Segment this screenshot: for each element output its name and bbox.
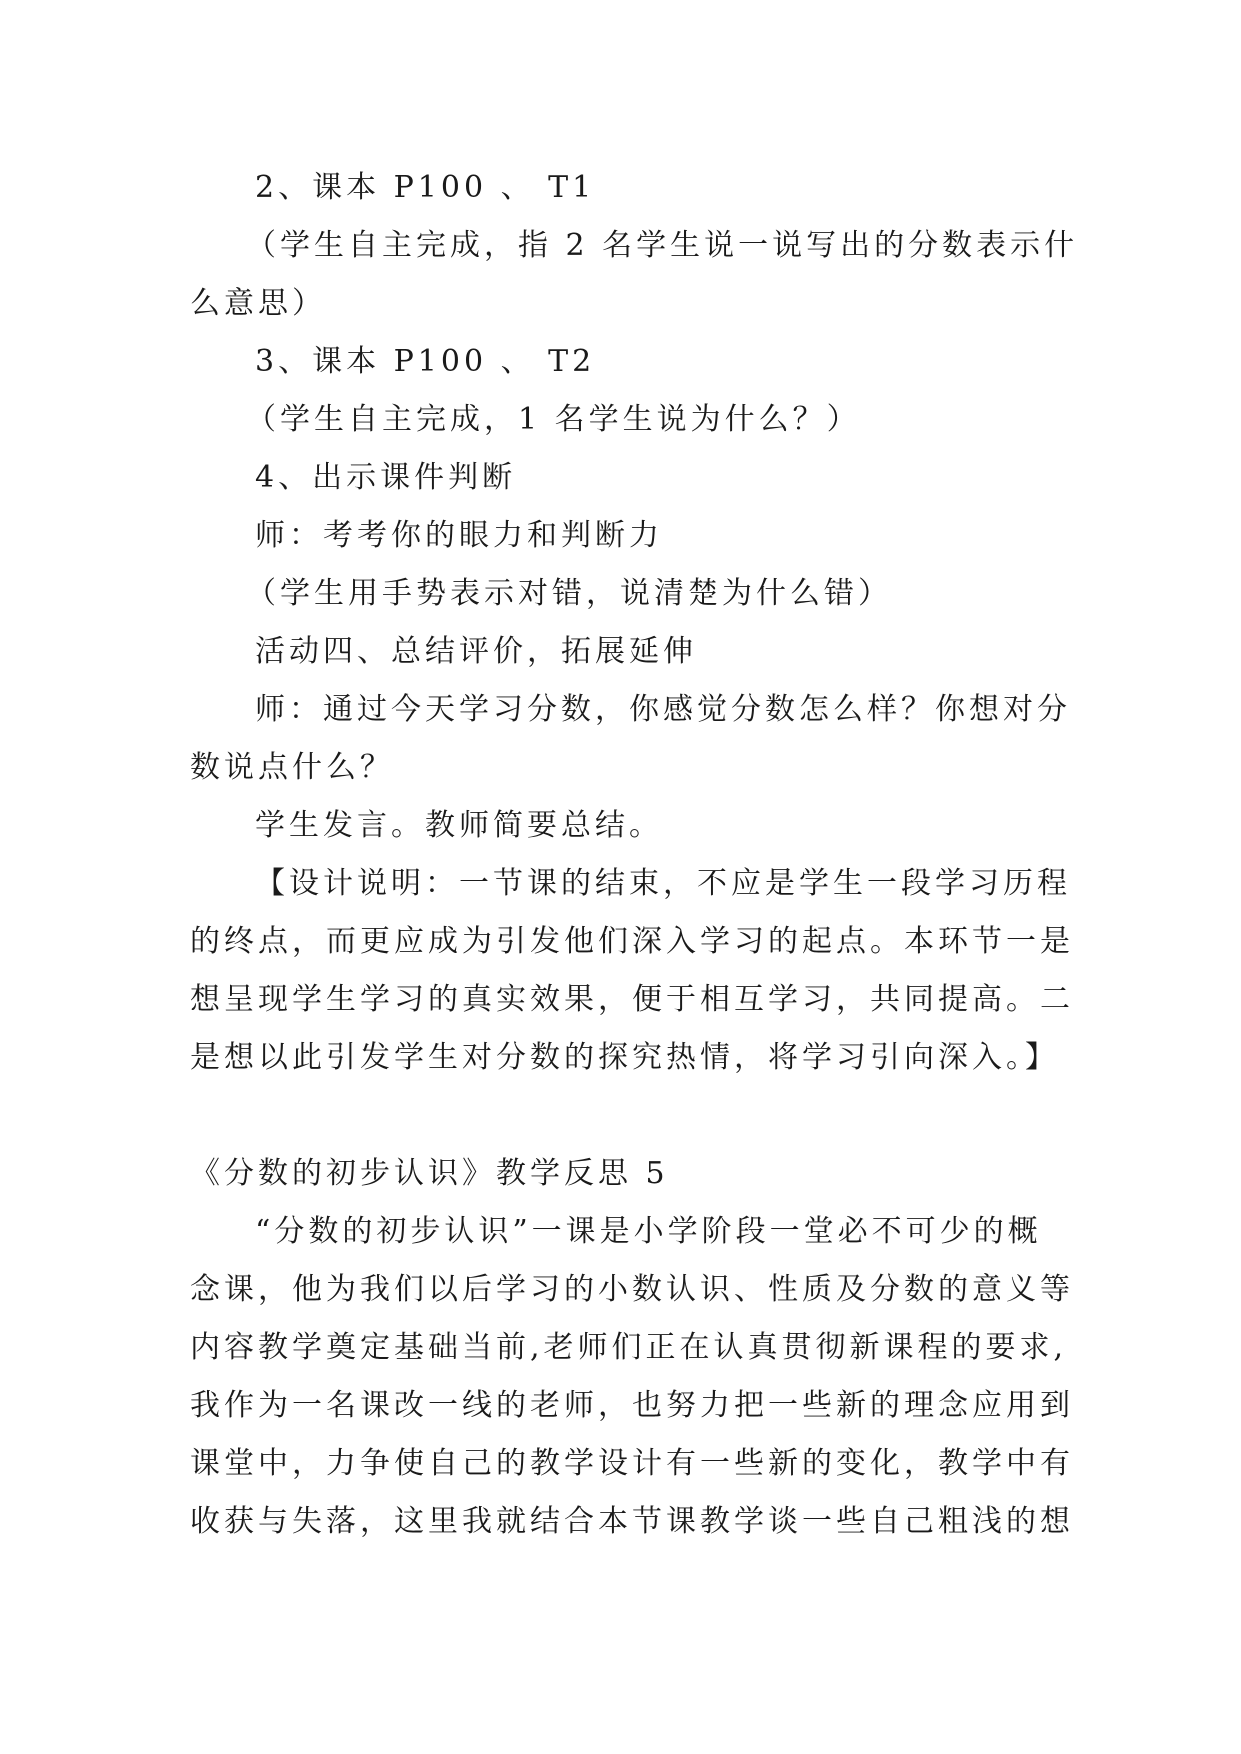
exercise-item-4-note: （学生用手势表示对错，说清楚为什么错） xyxy=(246,576,892,611)
design-note-line-2: 的终点，而更应成为引发他们深入学习的起点。本环节一是 xyxy=(190,924,1074,959)
exercise-item-2-note-line-2: 么意思） xyxy=(190,286,326,321)
reflection-paragraph-line-5: 课堂中，力争使自己的教学设计有一些新的变化，教学中有 xyxy=(190,1446,1074,1481)
reflection-title: 《分数的初步认识》教学反思 5 xyxy=(190,1156,669,1191)
teacher-summary-line-1: 师：通过今天学习分数，你感觉分数怎么样？你想对分 xyxy=(255,692,1071,727)
reflection-paragraph-line-2: 念课，他为我们以后学习的小数认识、性质及分数的意义等 xyxy=(190,1272,1074,1307)
reflection-paragraph-line-3: 内容教学奠定基础当前,老师们正在认真贯彻新课程的要求, xyxy=(190,1330,1068,1365)
activity-4-heading: 活动四、总结评价，拓展延伸 xyxy=(255,634,697,669)
design-note-line-1: 【设计说明：一节课的结束，不应是学生一段学习历程 xyxy=(255,866,1071,901)
design-note-line-3: 想呈现学生学习的真实效果，便于相互学习，共同提高。二 xyxy=(190,982,1074,1017)
exercise-item-3-note: （学生自主完成，1 名学生说为什么？） xyxy=(246,402,861,437)
teacher-summary-line-2: 数说点什么？ xyxy=(190,750,394,785)
teacher-line-eyesight: 师：考考你的眼力和判断力 xyxy=(255,518,663,553)
design-note-line-4: 是想以此引发学生对分数的探究热情，将学习引向深入。】 xyxy=(190,1040,1059,1075)
reflection-paragraph-line-4: 我作为一名课改一线的老师，也努力把一些新的理念应用到 xyxy=(190,1388,1074,1423)
exercise-item-2: 2、课本 P100 、 T1 xyxy=(255,170,596,205)
reflection-paragraph-line-1: “分数的初步认识”一课是小学阶段一堂必不可少的概 xyxy=(255,1214,1042,1249)
exercise-item-3: 3、课本 P100 、 T2 xyxy=(255,344,596,379)
exercise-item-4: 4、出示课件判断 xyxy=(255,460,517,495)
exercise-item-2-note-line-1: （学生自主完成，指 2 名学生说一说写出的分数表示什 xyxy=(246,228,1079,263)
students-speak-line: 学生发言。教师简要总结。 xyxy=(255,808,663,843)
reflection-paragraph-line-6: 收获与失落，这里我就结合本节课教学谈一些自己粗浅的想 xyxy=(190,1504,1074,1539)
